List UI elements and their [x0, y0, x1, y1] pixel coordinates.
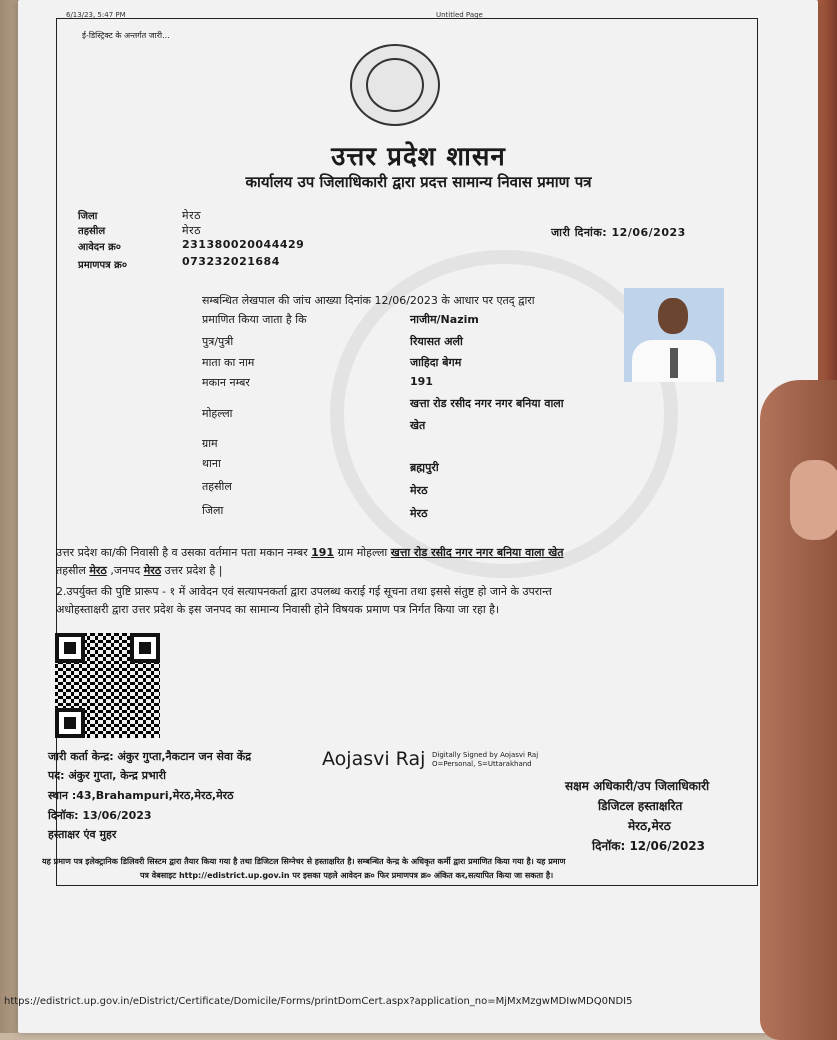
field-value-tehsil: मेरठ	[410, 484, 428, 497]
certificate-subtitle: कार्यालय उप जिलाधिकारी द्वारा प्रदत्त सामान्य निवास प्रमाण पत्र	[245, 173, 592, 191]
district-value: मेरठ	[182, 209, 201, 222]
signature-name: Aojasvi Raj	[322, 748, 426, 770]
top-note: ई-डिस्ट्रिक्ट के अन्तर्गत जारी...	[82, 31, 170, 40]
issuer-post: पद: अंकुर गुप्ता, केन्द्र प्रभारी	[48, 769, 166, 782]
field-label: मकान नम्बर	[202, 376, 250, 389]
page-url: https://edistrict.up.gov.in/eDistrict/Certificate/Domicile/Forms/printDomCert.aspx?application_no=MjMxMzgwMDIwMDQ0NDI5	[4, 996, 633, 1007]
field-value-name: नाजीम/Nazim	[410, 313, 479, 326]
field-value-police-station: ब्रह्मपुरी	[410, 461, 439, 474]
paragraph-1-line-2: तहसील मेरठ ,जनपद मेरठ उत्तर प्रदेश है |	[56, 564, 223, 577]
paragraph-2-line-2: अधोहस्ताक्षरी द्वारा उत्तर प्रदेश के इस जनपद का सामान्य निवासी होने विषयक प्रमाण पत्र निर्गत किया जा रहा है।	[56, 603, 500, 616]
print-page-title: Untitled Page	[436, 11, 483, 19]
issuer-centre: जारी कर्ता केन्द्र: अंकुर गुप्ता,नैकटान जन सेवा केंद्र	[48, 750, 252, 763]
authority-location: मेरठ,मेरठ	[628, 819, 671, 833]
print-datetime: 6/13/23, 5:47 PM	[66, 11, 126, 19]
field-value-house: 191	[410, 375, 433, 388]
application-number: 231380020044429	[182, 238, 305, 251]
authority-title: सक्षम अधिकारी/उप जिलाधिकारी	[565, 779, 710, 793]
authority-date: दिनॉक: 12/06/2023	[592, 839, 706, 853]
qr-code-icon	[55, 633, 160, 738]
certificate-number: 073232021684	[182, 255, 280, 268]
thumb	[790, 460, 837, 540]
field-label: मोहल्ला	[202, 407, 233, 420]
field-label: प्रमाणित किया जाता है कि	[202, 313, 307, 326]
field-value-mother: जाहिदा बेगम	[410, 356, 462, 369]
field-label: तहसील	[202, 480, 232, 493]
applicant-photo	[624, 288, 724, 382]
field-label: जिला	[202, 504, 224, 517]
field-value-district: मेरठ	[410, 507, 428, 520]
footer-note-1: यह प्रमाण पत्र इलेक्ट्रानिक डिलिवरी सिस्टम द्वारा तैयार किया गया है तथा डिजिटल सिग्नेचर से हस्ताक्षरित है। सम्बन्धित केन्द्र के अधिकृत कर्मी द्वारा प्रमाणित किया गया है। यह प्रमाण	[42, 857, 566, 866]
field-label: माता का नाम	[202, 356, 255, 369]
tehsil-value: मेरठ	[182, 224, 201, 237]
tehsil-label: तहसील	[78, 226, 106, 237]
intro-line: सम्बन्धित लेखपाल की जांच आख्या दिनांक 12/06/2023 के आधार पर एतद् द्वारा	[202, 294, 535, 307]
authority-digital: डिजिटल हस्ताक्षरित	[598, 799, 683, 813]
field-value-father: रियासत अली	[410, 335, 463, 348]
issuer-place: स्थान :43,Brahampuri,मेरठ,मेरठ,मेरठ	[48, 789, 234, 802]
application-label: आवेदन क्र०	[78, 242, 122, 253]
field-label: ग्राम	[202, 437, 218, 450]
issuer-sign-seal: हस्ताक्षर एंव मुहर	[48, 828, 117, 841]
digital-signature-info: Digitally Signed by Aojasvi Raj O=Personal, S=Uttarakhand	[432, 751, 539, 768]
field-label: थाना	[202, 457, 221, 470]
certificate-title: उत्तर प्रदेश शासन	[331, 142, 506, 172]
paragraph-1-line-1: उत्तर प्रदेश का/की निवासी है व उसका वर्तमान पता मकान नम्बर 191 ग्राम मोहल्ला खत्ता रोड रसीद नगर नगर बनिया वाला खेत	[56, 546, 564, 559]
district-label: जिला	[78, 211, 98, 222]
certificate-number-label: प्रमाणपत्र क्र०	[78, 260, 128, 271]
up-emblem-icon	[350, 44, 440, 126]
field-value-mohalla-line2: खेत	[410, 419, 426, 432]
issuer-date: दिनॉक: 13/06/2023	[48, 809, 152, 822]
field-label: पुत्र/पुत्री	[202, 335, 234, 348]
footer-note-2: पत्र वेबसाइट http://edistrict.up.gov.in पर इसका पहले आवेदन क्र० फिर प्रमाणपत्र क्र० अंकित कर,सत्यापित किया जा सकता है।	[140, 871, 554, 880]
issue-date: जारी दिनांक: 12/06/2023	[551, 226, 686, 239]
field-value-mohalla: खत्ता रोड रसीद नगर नगर बनिया वाला	[410, 397, 564, 410]
paragraph-2-line-1: 2.उपर्युक्त की पुष्टि प्रारूप - १ में आवेदन एवं सत्यापनकर्ता द्वारा उपलब्ध कराई गई सूचना तथा इससे संतुष्ट हो जाने के उपरान्त	[56, 585, 552, 598]
